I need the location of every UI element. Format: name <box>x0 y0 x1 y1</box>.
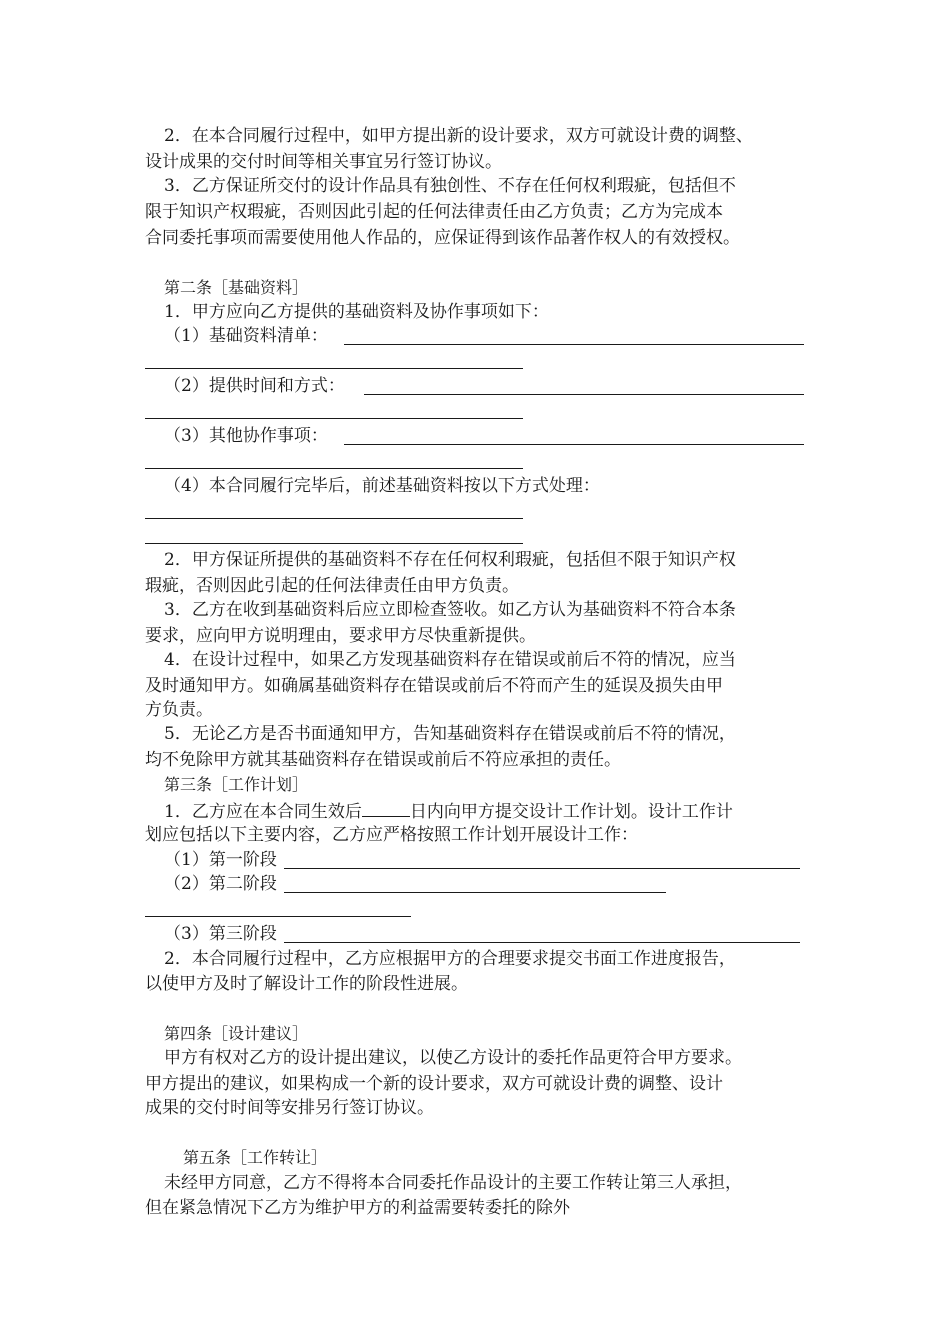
clause2-p4-line3: 方负责。 <box>145 700 213 720</box>
clause2-item2-label: （2）提供时间和方式： <box>164 376 345 396</box>
item1-blank-line-2 <box>145 368 523 369</box>
clause4-line3: 成果的交付时间等安排另行签订协议。 <box>145 1098 434 1118</box>
item2-blank-line <box>364 394 804 395</box>
clause5-heading: 第五条［工作转让］ <box>183 1148 328 1167</box>
item2-blank-line-2 <box>145 418 523 419</box>
clause2-heading: 第二条［基础资料］ <box>164 278 309 297</box>
item4-blank-line-2 <box>145 543 523 544</box>
clause2-p4-line2: 及时通知甲方。如确属基础资料存在错误或前后不符而产生的延误及损失由甲 <box>145 676 723 696</box>
clause2-p3-line1: 3．乙方在收到基础资料后应立即检查签收。如乙方认为基础资料不符合本条 <box>164 600 736 620</box>
clause4-heading: 第四条［设计建议］ <box>164 1024 309 1043</box>
clause2-p5-line1: 5．无论乙方是否书面通知甲方，告知基础资料存在错误或前后不符的情况， <box>164 724 736 744</box>
item3-blank-line-2 <box>145 468 523 469</box>
clause2-p3-line2: 要求，应向甲方说明理由，要求甲方尽快重新提供。 <box>145 626 536 646</box>
stage1-label: （1）第一阶段 <box>164 850 277 870</box>
item4-blank-line <box>145 518 523 519</box>
clause3-p1-line1 <box>164 798 733 824</box>
clause5-line2: 但在紧急情况下乙方为维护甲方的利益需要转委托的除外 <box>145 1198 570 1218</box>
stage1-blank-line <box>284 868 800 869</box>
stage3-label: （3）第三阶段 <box>164 924 277 944</box>
clause2-p5-line2: 均不免除甲方就其基础资料存在错误或前后不符应承担的责任。 <box>145 750 621 770</box>
clause5-line1: 未经甲方同意，乙方不得将本合同委托作品设计的主要工作转让第三人承担， <box>164 1173 742 1193</box>
clause2-p2-line1: 2．甲方保证所提供的基础资料不存在任何权利瑕疵，包括但不限于知识产权 <box>164 550 736 570</box>
clause3-p2-line2: 以使甲方及时了解设计工作的阶段性进展。 <box>145 974 468 994</box>
clause1-p3-line2: 限于知识产权瑕疵，否则因此引起的任何法律责任由乙方负责；乙方为完成本 <box>145 202 723 222</box>
clause3-p1-after-blank: 日内向甲方提交设计工作计划。设计工作计 <box>409 802 733 822</box>
clause2-item3-label: （3）其他协作事项： <box>164 426 328 446</box>
item3-blank-line <box>344 444 804 445</box>
clause1-p3-line3: 合同委托事项而需要使用他人作品的，应保证得到该作品著作权人的有效授权。 <box>145 228 740 248</box>
clause3-heading: 第三条［工作计划］ <box>164 775 309 794</box>
clause1-p3-line1: 3．乙方保证所交付的设计作品具有独创性、不存在任何权利瑕疵，包括但不 <box>164 176 736 196</box>
stage2-blank-line <box>284 892 666 893</box>
clause2-p1: 1．甲方应向乙方提供的基础资料及协作事项如下： <box>164 302 549 322</box>
clause2-p2-line2: 瑕疵，否则因此引起的任何法律责任由甲方负责。 <box>145 576 519 596</box>
stage2-label: （2）第二阶段 <box>164 874 277 894</box>
clause4-line2: 甲方提出的建议，如果构成一个新的设计要求，双方可就设计费的调整、设计 <box>145 1074 723 1094</box>
clause2-item4-label: （4）本合同履行完毕后，前述基础资料按以下方式处理： <box>164 476 600 496</box>
stage2-blank-line-2 <box>145 916 411 917</box>
clause1-p2-line1: 2．在本合同履行过程中，如甲方提出新的设计要求，双方可就设计费的调整、 <box>164 126 753 146</box>
clause3-p2-line1: 2．本合同履行过程中，乙方应根据甲方的合理要求提交书面工作进度报告， <box>164 949 736 969</box>
clause3-p1-before-blank: 1．乙方应在本合同生效后 <box>164 802 362 822</box>
clause4-line1: 甲方有权对乙方的设计提出建议，以使乙方设计的委托作品更符合甲方要求。 <box>164 1048 742 1068</box>
clause1-p2-line2: 设计成果的交付时间等相关事宜另行签订协议。 <box>145 152 502 172</box>
stage3-blank-line <box>284 942 800 943</box>
clause2-p4-line1: 4．在设计过程中，如果乙方发现基础资料存在错误或前后不符的情况，应当 <box>164 650 736 670</box>
clause2-item1-label: （1）基础资料清单： <box>164 326 328 346</box>
days-blank <box>362 798 410 817</box>
item1-blank-line <box>344 344 804 345</box>
clause3-p1-line2: 划应包括以下主要内容，乙方应严格按照工作计划开展设计工作： <box>145 825 638 845</box>
